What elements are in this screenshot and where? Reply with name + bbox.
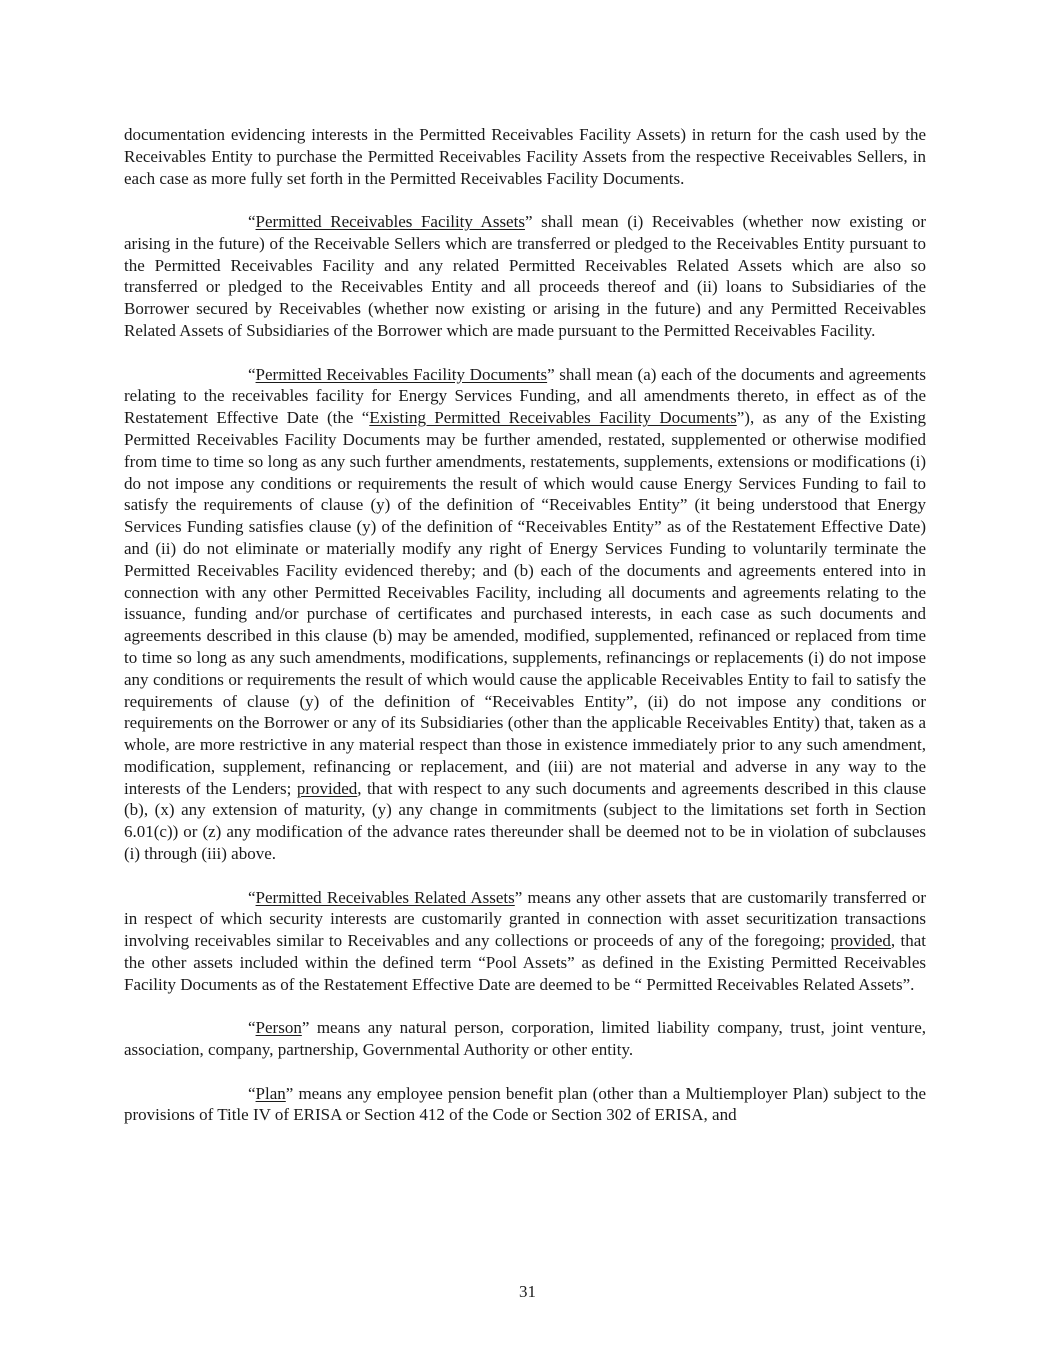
defined-term: Plan: [255, 1083, 286, 1103]
paragraph-text: ” means any other assets that are customarily transferred or in respect of which security interests are customarily granted in connection with asset securitization transactions involving receivables similar to Receivables and any collections or proceeds of any of the foregoing;: [124, 887, 926, 951]
paragraph-text: ” means any employee pension benefit plan (other than a Multiemployer Plan) subject to the provisions of Title IV of ERISA or Section 412 of the Code or Section 302 of ERISA, and: [124, 1083, 926, 1125]
paragraph-text: documentation evidencing interests in the Permitted Receivables Facility Assets) in return for the cash used by the Receivables Entity to purchase the Permitted Receivables Facility Assets from the respective Receivables Sellers, in each case as more fully set forth in the Permitted Receivables Facility Documents.: [124, 125, 926, 188]
paragraph-text: , that the other assets included within the defined term “Pool Assets” as defined in the Existing Permitted Receivables Facility Documents as of the Restatement Effective Date are deemed to be “ Permitted Receivables Related Assets”.: [124, 931, 926, 994]
paragraph-text: ” shall mean (i) Receivables (whether now existing or arising in the future) of the Receivable Sellers which are transferred or pledged to the Receivables Entity pursuant to the Permitted Receivables Facility and any related Permitted Receivables Related Assets which are also so transferred or pledged to the Receivables Entity and all proceeds thereof and (ii) loans to Subsidiaries of the Borrower secured by Receivables (whether now existing or arising in the future) and any Permitted Receivables Related Assets of Subsidiaries of the Borrower which are made pursuant to the Permitted Receivables Facility.: [124, 212, 927, 341]
defined-term: Permitted Receivables Related Assets: [255, 887, 515, 907]
paragraph: [124, 1017, 926, 1061]
defined-term: Permitted Receivables Facility Assets: [255, 212, 525, 232]
paragraph-text: “: [248, 1018, 256, 1038]
paragraph: [124, 364, 926, 865]
defined-term: provided: [830, 931, 891, 951]
paragraph-text: ” shall mean (a) each of the documents and agreements relating to the receivables facility for Energy Services Funding, and all amendments thereto, in effect as of the Restatement Effective Date (the “: [124, 364, 926, 428]
paragraph-text: “: [248, 364, 256, 384]
paragraph-text: , that with respect to any such documents and agreements described in this clause (b), (x) any extension of maturity, (y) any change in commitments (subject to the limitations set forth in Section 6.01(c)) or (z) any modification of the advance rates thereunder shall be deemed not to be in violation of subclauses (i) through (iii) above.: [124, 778, 927, 864]
paragraph-text: ”), as any of the Existing Permitted Receivables Facility Documents may be further amended, restated, supplemented or otherwise modified from time to time so long as any such further amendments, restatements, supplements, extensions or modifications (i) do not impose any conditions or requirements the result of which would cause Energy Services Funding to fail to satisfy the requirements of clause (y) of the definition of “Receivables Entity” (it being understood that Energy Services Funding satisfies clause (y) of the definition of “Receivables Entity” as of the Restatement Effective Date) and (ii) do not eliminate or materially modify any right of Energy Services Funding to voluntarily terminate the Permitted Receivables Facility evidenced thereby; and (b) each of the documents and agreements entered into in connection with any other Permitted Receivables Facility, including all documents and agreements relating to the issuance, funding and/or purchase of certificates and purchased interests, in each case as such documents and agreements described in this clause (b) may be amended, modified, supplemented, refinanced or replaced from time to time so long as any such amendments, modifications, supplements, refinancings or replacements (i) do not impose any conditions or requirements the result of which would cause the applicable Receivables Entity to fail to satisfy the requirements of clause (y) of the definition of “Receivables Entity”, (ii) do not impose any conditions or requirements on the Borrower or any of its Subsidiaries (other than the applicable Receivables Entity) that, taken as a whole, are more restrictive in any material respect than those in existence immediately prior to any such amendment, modification, supplement, refinancing or replacement, and (iii) are not material and adverse in any way to the interests of the Lenders;: [124, 408, 927, 798]
document-body: [124, 124, 926, 1148]
paragraph: [124, 211, 926, 342]
defined-term: Person: [255, 1018, 302, 1038]
paragraph-text: “: [248, 1083, 256, 1103]
defined-term: Permitted Receivables Facility Documents: [255, 364, 548, 384]
paragraph-text: “: [248, 887, 256, 907]
paragraph: [124, 887, 926, 996]
paragraph: [124, 124, 926, 189]
defined-term: provided: [296, 778, 358, 798]
page-number: 31: [519, 1282, 536, 1301]
paragraph: [124, 1083, 926, 1127]
paragraph-text: ” means any natural person, corporation, limited liability company, trust, joint venture, association, company, partnership, Governmental Authority or other entity.: [124, 1018, 926, 1060]
defined-term: Existing Permitted Receivables Facility Documents: [369, 408, 737, 428]
paragraph-text: “: [248, 212, 256, 232]
